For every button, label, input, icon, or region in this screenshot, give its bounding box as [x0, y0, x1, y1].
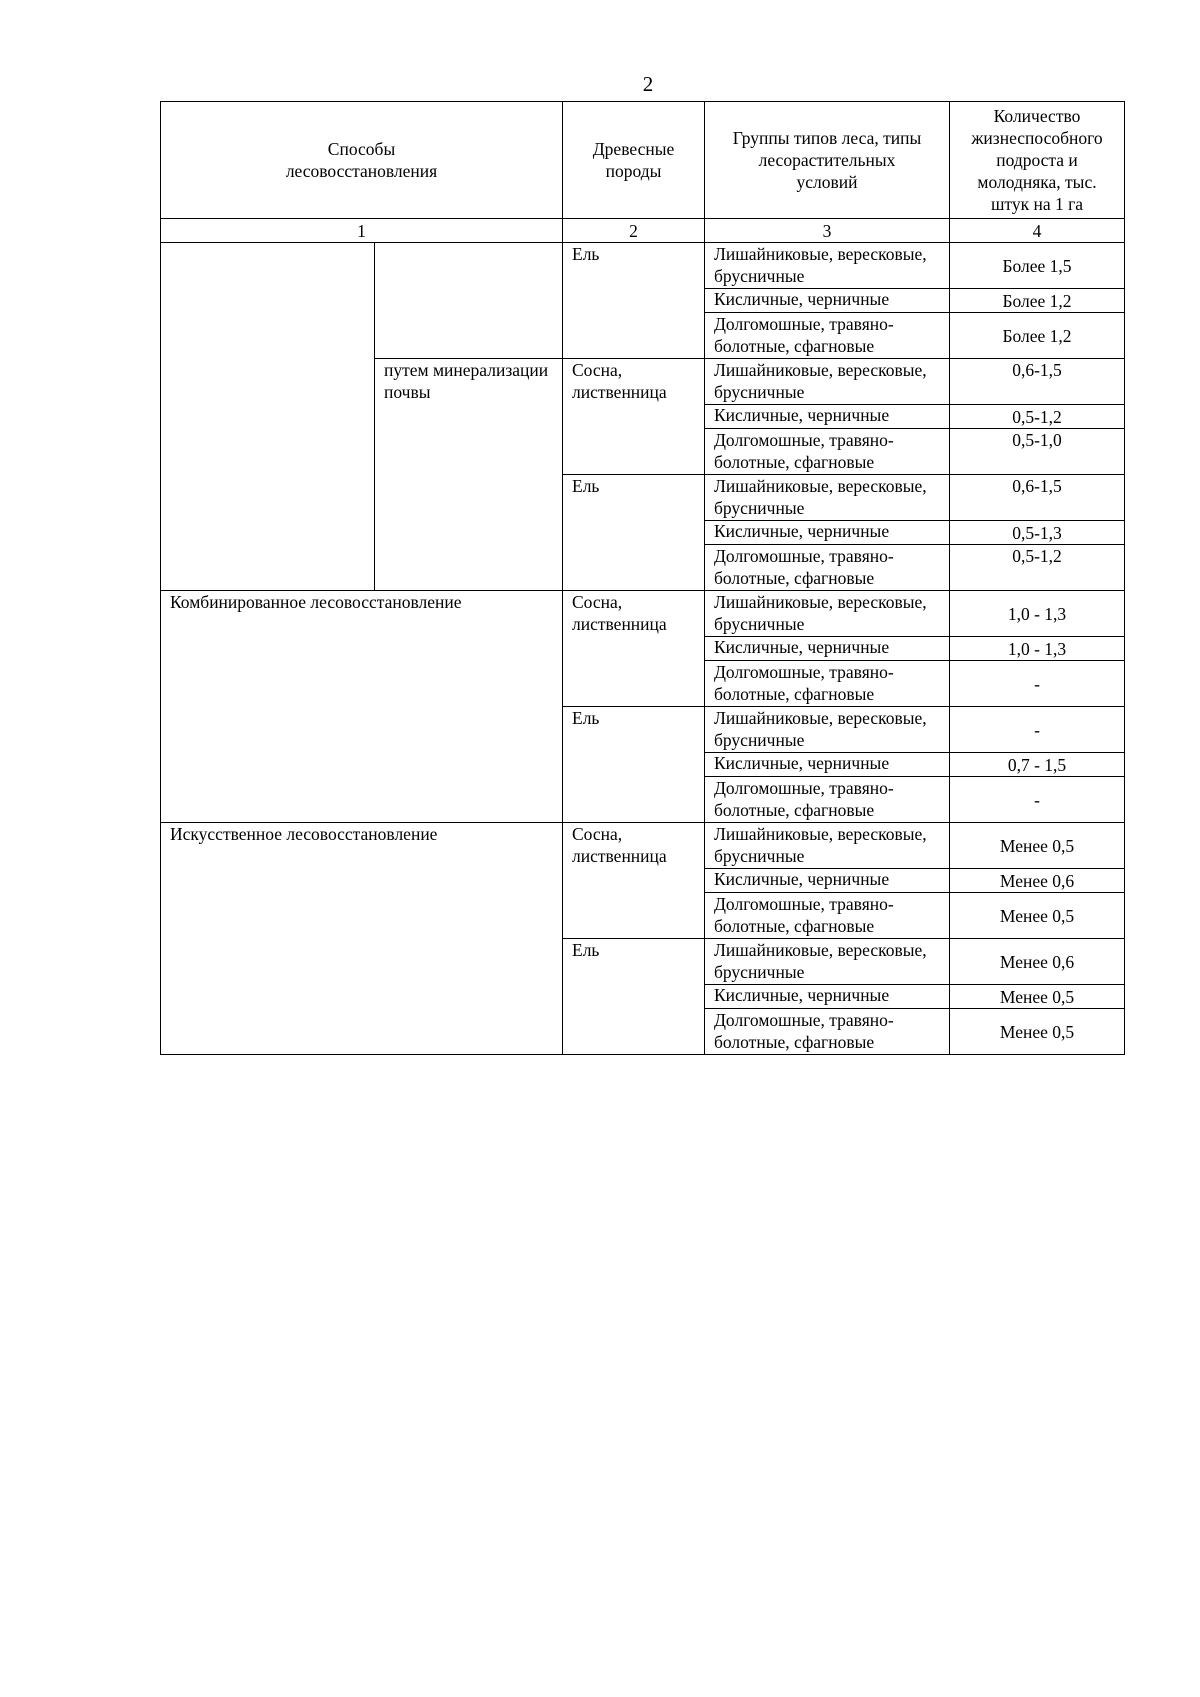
forest-type-cell: Кисличные, черничные — [705, 869, 950, 893]
quantity-cell: 0,5-1,3 — [950, 521, 1125, 545]
forest-type-cell: Лишайниковые, вересковые, брусничные — [705, 823, 950, 869]
forest-type-cell: Лишайниковые, вересковые, брусничные — [705, 707, 950, 753]
quantity-cell: 1,0 - 1,3 — [950, 637, 1125, 661]
quantity-cell: Менее 0,5 — [950, 1009, 1125, 1055]
quantity-cell: Более 1,5 — [950, 243, 1125, 289]
method-cell: Комбинированное лесовосстановление — [161, 591, 563, 823]
header-species: Древесные породы — [563, 102, 705, 219]
header-row — [161, 102, 1125, 219]
forest-type-cell: Лишайниковые, вересковые, брусничные — [705, 939, 950, 985]
forest-type-cell: Долгомошные, травяно-болотные, сфагновые — [705, 429, 950, 475]
forest-type-cell: Лишайниковые, вересковые, брусничные — [705, 359, 950, 405]
species-cell: Ель — [563, 243, 705, 359]
species-cell: Ель — [563, 939, 705, 1055]
species-cell: Ель — [563, 475, 705, 591]
forest-type-cell: Долгомошные, травяно-болотные, сфагновые — [705, 1009, 950, 1055]
quantity-cell: 0,7 - 1,5 — [950, 753, 1125, 777]
column-number: 4 — [950, 219, 1125, 243]
forest-type-cell: Долгомошные, травяно-болотные, сфагновые — [705, 777, 950, 823]
page-number: 2 — [642, 72, 654, 96]
header-quantity: Количество жизнеспособного подроста и молодняка, тыс. штук на 1 га — [950, 102, 1125, 219]
forest-type-cell: Лишайниковые, вересковые, брусничные — [705, 591, 950, 637]
quantity-cell: Более 1,2 — [950, 289, 1125, 313]
quantity-cell: Менее 0,5 — [950, 893, 1125, 939]
species-cell: Ель — [563, 707, 705, 823]
sub-method-cell-empty — [375, 243, 563, 359]
forest-type-cell: Лишайниковые, вересковые, брусничные — [705, 475, 950, 521]
header-forest-types: Группы типов леса, типы лесорастительных условий — [705, 102, 950, 219]
quantity-cell: - — [950, 661, 1125, 707]
reforestation-table — [160, 101, 1125, 1055]
quantity-cell: 0,5-1,0 — [950, 429, 1125, 475]
table-row — [161, 823, 1125, 869]
quantity-cell: Менее 0,6 — [950, 869, 1125, 893]
forest-type-cell: Долгомошные, травяно-болотные, сфагновые — [705, 313, 950, 359]
sub-method-cell: путем минерализации почвы — [375, 359, 563, 591]
forest-type-cell: Кисличные, черничные — [705, 289, 950, 313]
forest-type-cell: Кисличные, черничные — [705, 985, 950, 1009]
column-number: 2 — [563, 219, 705, 243]
forest-type-cell: Кисличные, черничные — [705, 637, 950, 661]
table-row — [161, 243, 1125, 289]
column-number-row — [161, 219, 1125, 243]
quantity-cell: Менее 0,5 — [950, 985, 1125, 1009]
table-row — [161, 591, 1125, 637]
forest-type-cell: Кисличные, черничные — [705, 753, 950, 777]
quantity-cell: - — [950, 777, 1125, 823]
species-cell: Сосна, лиственница — [563, 823, 705, 939]
quantity-cell: Более 1,2 — [950, 313, 1125, 359]
species-cell: Сосна, лиственница — [563, 359, 705, 475]
header-methods: Способы лесовосстановления — [161, 102, 563, 219]
quantity-cell: 0,5-1,2 — [950, 545, 1125, 591]
quantity-cell: Менее 0,5 — [950, 823, 1125, 869]
quantity-cell: 0,5-1,2 — [950, 405, 1125, 429]
forest-type-cell: Долгомошные, травяно-болотные, сфагновые — [705, 661, 950, 707]
quantity-cell: 0,6-1,5 — [950, 359, 1125, 405]
quantity-cell: Менее 0,6 — [950, 939, 1125, 985]
forest-type-cell: Кисличные, черничные — [705, 521, 950, 545]
method-cell-empty — [161, 243, 375, 591]
quantity-cell: 0,6-1,5 — [950, 475, 1125, 521]
forest-type-cell: Долгомошные, травяно-болотные, сфагновые — [705, 893, 950, 939]
column-number: 3 — [705, 219, 950, 243]
forest-type-cell: Лишайниковые, вересковые, брусничные — [705, 243, 950, 289]
method-cell: Искусственное лесовосстановление — [161, 823, 563, 1055]
species-cell: Сосна, лиственница — [563, 591, 705, 707]
forest-type-cell: Долгомошные, травяно-болотные, сфагновые — [705, 545, 950, 591]
quantity-cell: 1,0 - 1,3 — [950, 591, 1125, 637]
quantity-cell: - — [950, 707, 1125, 753]
column-number: 1 — [161, 219, 563, 243]
forest-type-cell: Кисличные, черничные — [705, 405, 950, 429]
